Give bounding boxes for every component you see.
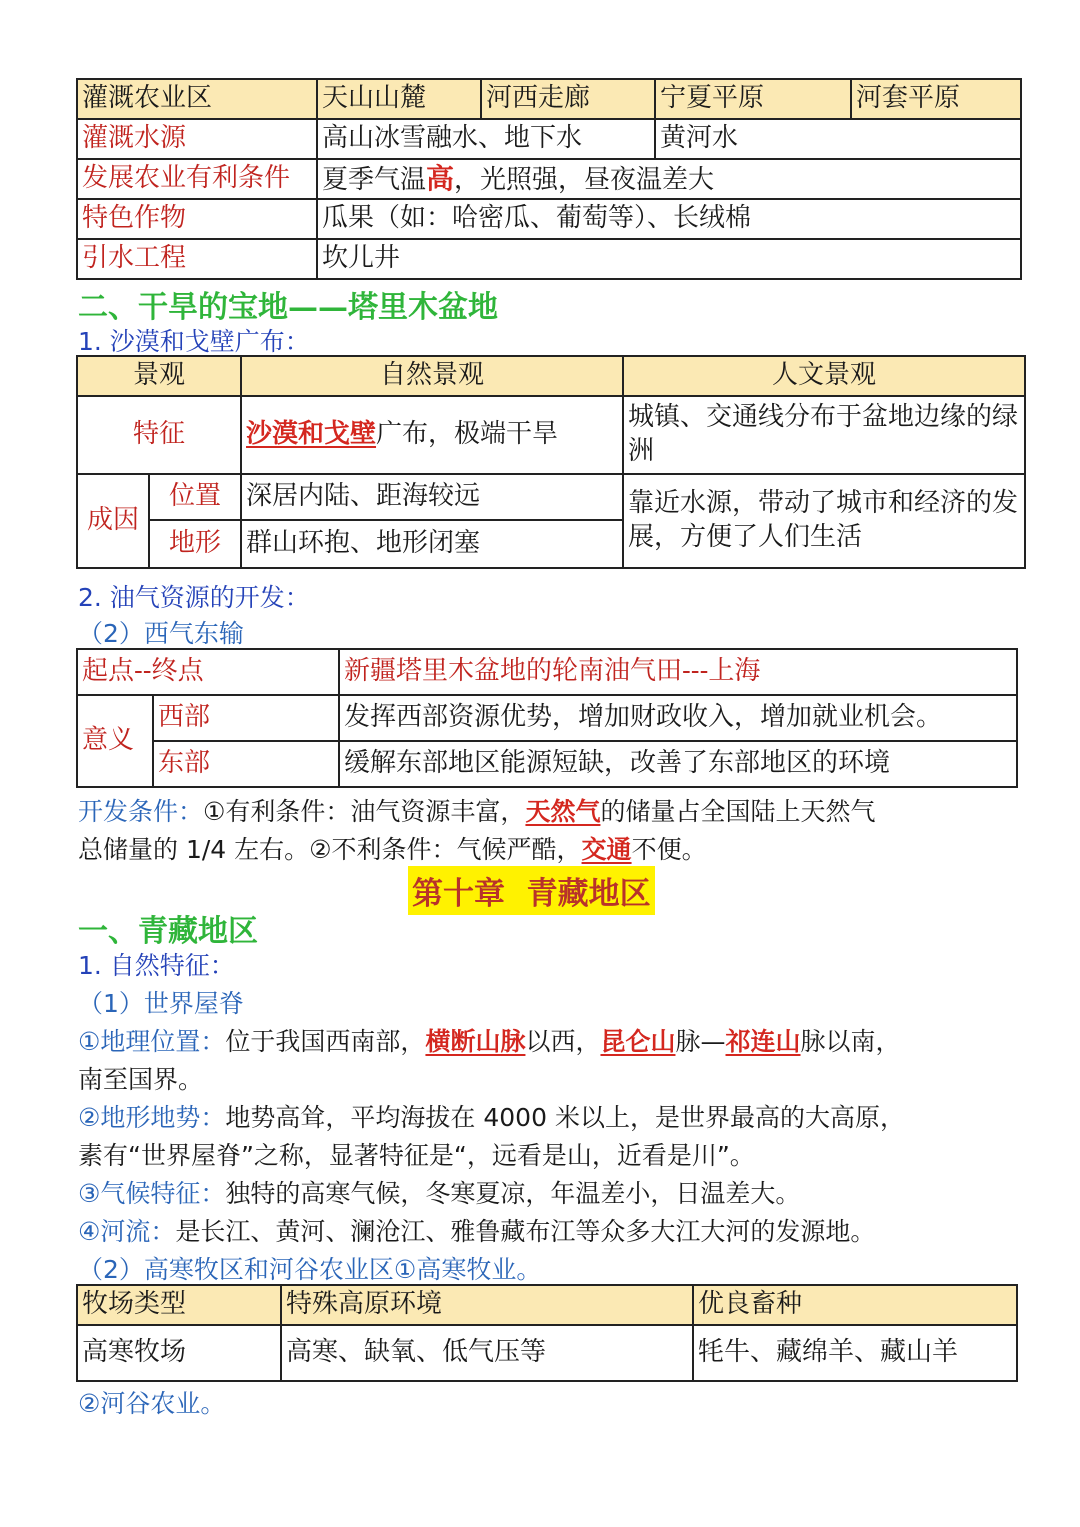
table-row	[77, 119, 1021, 159]
table-row	[77, 199, 1021, 239]
header-cell: 特殊高原环境	[281, 1285, 693, 1325]
pasture-header-row	[77, 1285, 1017, 1325]
text: 位于我国西南部，	[225, 1027, 426, 1056]
header-cell: 牧场类型	[77, 1285, 281, 1325]
header-cell: 宁夏平原	[655, 79, 851, 119]
cell-value: 靠近水源，带动了城市和经济的发展，方便了人们生活	[623, 474, 1025, 568]
text: 脉—	[675, 1027, 726, 1056]
section-title: 一、青藏地区	[78, 914, 258, 949]
subsection-title: （2）高寒牧区和河谷农业区①高寒牧业。	[78, 1255, 542, 1284]
text: 是长江、黄河、澜沧江、雅鲁藏布江等众多大江大河的发源地。	[175, 1217, 876, 1246]
gas-pipeline-table	[76, 648, 1018, 788]
header-cell: 优良畜种	[693, 1285, 1017, 1325]
subsection-title: （1）世界屋脊	[78, 989, 244, 1018]
label-text: ①地理位置：	[78, 1027, 226, 1056]
table-row	[77, 159, 1021, 199]
terrain-line1	[78, 1098, 905, 1134]
row-sublabel: 东部	[153, 741, 339, 787]
pasture-table	[76, 1284, 1018, 1382]
cell-value: 群山环抱、地形闭塞	[241, 520, 623, 568]
header-cell: 河西走廊	[481, 79, 655, 119]
text: 独特的高寒气候，冬寒夏凉，年温差小，日温差大。	[225, 1179, 801, 1208]
header-cell: 灌溉农业区	[77, 79, 317, 119]
table-row	[77, 239, 1021, 279]
table-row	[77, 649, 1017, 695]
cell-value: 新疆塔里木盆地的轮南油气田---上海	[339, 649, 1017, 695]
climate-line	[78, 1174, 800, 1210]
table-row	[77, 396, 1025, 474]
highlight-text: 交通	[581, 835, 632, 864]
geo-location-line1	[78, 1022, 901, 1058]
row-sublabel: 西部	[153, 695, 339, 741]
row-label: 发展农业有利条件	[77, 159, 317, 199]
row-sublabel: 地形	[149, 520, 241, 568]
label-text: ③气候特征：	[78, 1179, 226, 1208]
row-label: 成因	[77, 474, 149, 568]
highlight-text: 祁连山	[725, 1027, 801, 1056]
header-cell: 天山山麓	[317, 79, 481, 119]
table-row	[77, 1325, 1017, 1381]
irrigation-header-row	[77, 79, 1021, 119]
row-sublabel: 位置	[149, 474, 241, 520]
cell-value: 深居内陆、距海较远	[241, 474, 623, 520]
cell-value: 黄河水	[655, 119, 1021, 159]
row-label: 特色作物	[77, 199, 317, 239]
subsection-title: ②河谷农业。	[78, 1389, 226, 1418]
text: 总储量的 1/4 左右。②不利条件：气候严酷，	[78, 835, 582, 864]
cell-value: 高山冰雪融水、地下水	[317, 119, 655, 159]
text: 广布，极端干旱	[376, 419, 559, 450]
label-text: 开发条件：	[78, 797, 204, 826]
subsection-title: 1. 自然特征：	[78, 951, 235, 980]
irrigation-table	[76, 78, 1022, 280]
terrain-line2: 素有“世界屋脊”之称，显著特征是“，远看是山，近看是川”。	[78, 1141, 755, 1170]
landscape-table	[76, 355, 1026, 569]
section-title: 二、干旱的宝地——塔里木盆地	[78, 290, 498, 325]
table-row	[77, 695, 1017, 741]
cell-value: 瓜果（如：哈密瓜、葡萄等）、长绒棉	[317, 199, 1021, 239]
text: ，光照强，昼夜温差大	[454, 164, 715, 195]
cell-value	[241, 396, 623, 474]
label-text: ④河流：	[78, 1217, 176, 1246]
development-conditions-line2	[78, 830, 707, 866]
text: 的储量占全国陆上天然气	[600, 797, 876, 826]
label-text: ②地形地势：	[78, 1103, 226, 1132]
cell-value: 高寒、缺氧、低气压等	[281, 1325, 693, 1381]
table-row	[77, 474, 1025, 520]
row-label: 特征	[77, 396, 241, 474]
text: 不便。	[631, 835, 707, 864]
highlight-text: 沙漠和戈壁	[246, 419, 377, 450]
landscape-header-row	[77, 356, 1025, 396]
text: ①有利条件：油气资源丰富，	[203, 797, 526, 826]
text: 脉以南，	[800, 1027, 901, 1056]
header-cell: 河套平原	[851, 79, 1021, 119]
row-label: 引水工程	[77, 239, 317, 279]
table-row	[77, 741, 1017, 787]
header-cell: 景观	[77, 356, 241, 396]
cell-value: 坎儿井	[317, 239, 1021, 279]
geo-location-line2: 南至国界。	[78, 1065, 204, 1094]
subsection-title: 2. 油气资源的开发：	[78, 583, 310, 612]
text: 以西，	[525, 1027, 601, 1056]
cell-value	[317, 159, 1021, 199]
chapter-title: 第十章 青藏地区	[408, 866, 655, 915]
cell-value: 城镇、交通线分布于盆地边缘的绿洲	[623, 396, 1025, 474]
subsection-title: （2）西气东输	[78, 619, 244, 648]
river-line	[78, 1212, 875, 1248]
cell-value: 高寒牧场	[77, 1325, 281, 1381]
highlight-text: 高	[426, 161, 455, 195]
cell-value: 牦牛、藏绵羊、藏山羊	[693, 1325, 1017, 1381]
subsection-title: 1. 沙漠和戈壁广布：	[78, 327, 310, 356]
text: 夏季气温	[322, 164, 427, 195]
development-conditions-line1	[78, 792, 875, 828]
header-cell: 人文景观	[623, 356, 1025, 396]
cell-value: 发挥西部资源优势，增加财政收入，增加就业机会。	[339, 695, 1017, 741]
highlight-text: 昆仑山	[600, 1027, 676, 1056]
row-label: 灌溉水源	[77, 119, 317, 159]
row-label: 意义	[77, 695, 153, 787]
header-cell: 自然景观	[241, 356, 623, 396]
row-label: 起点--终点	[77, 649, 339, 695]
cell-value: 缓解东部地区能源短缺，改善了东部地区的环境	[339, 741, 1017, 787]
highlight-text: 天然气	[525, 797, 601, 826]
highlight-text: 横断山脉	[425, 1027, 526, 1056]
text: 地势高耸，平均海拔在 4000 米以上，是世界最高的大高原，	[225, 1103, 905, 1132]
